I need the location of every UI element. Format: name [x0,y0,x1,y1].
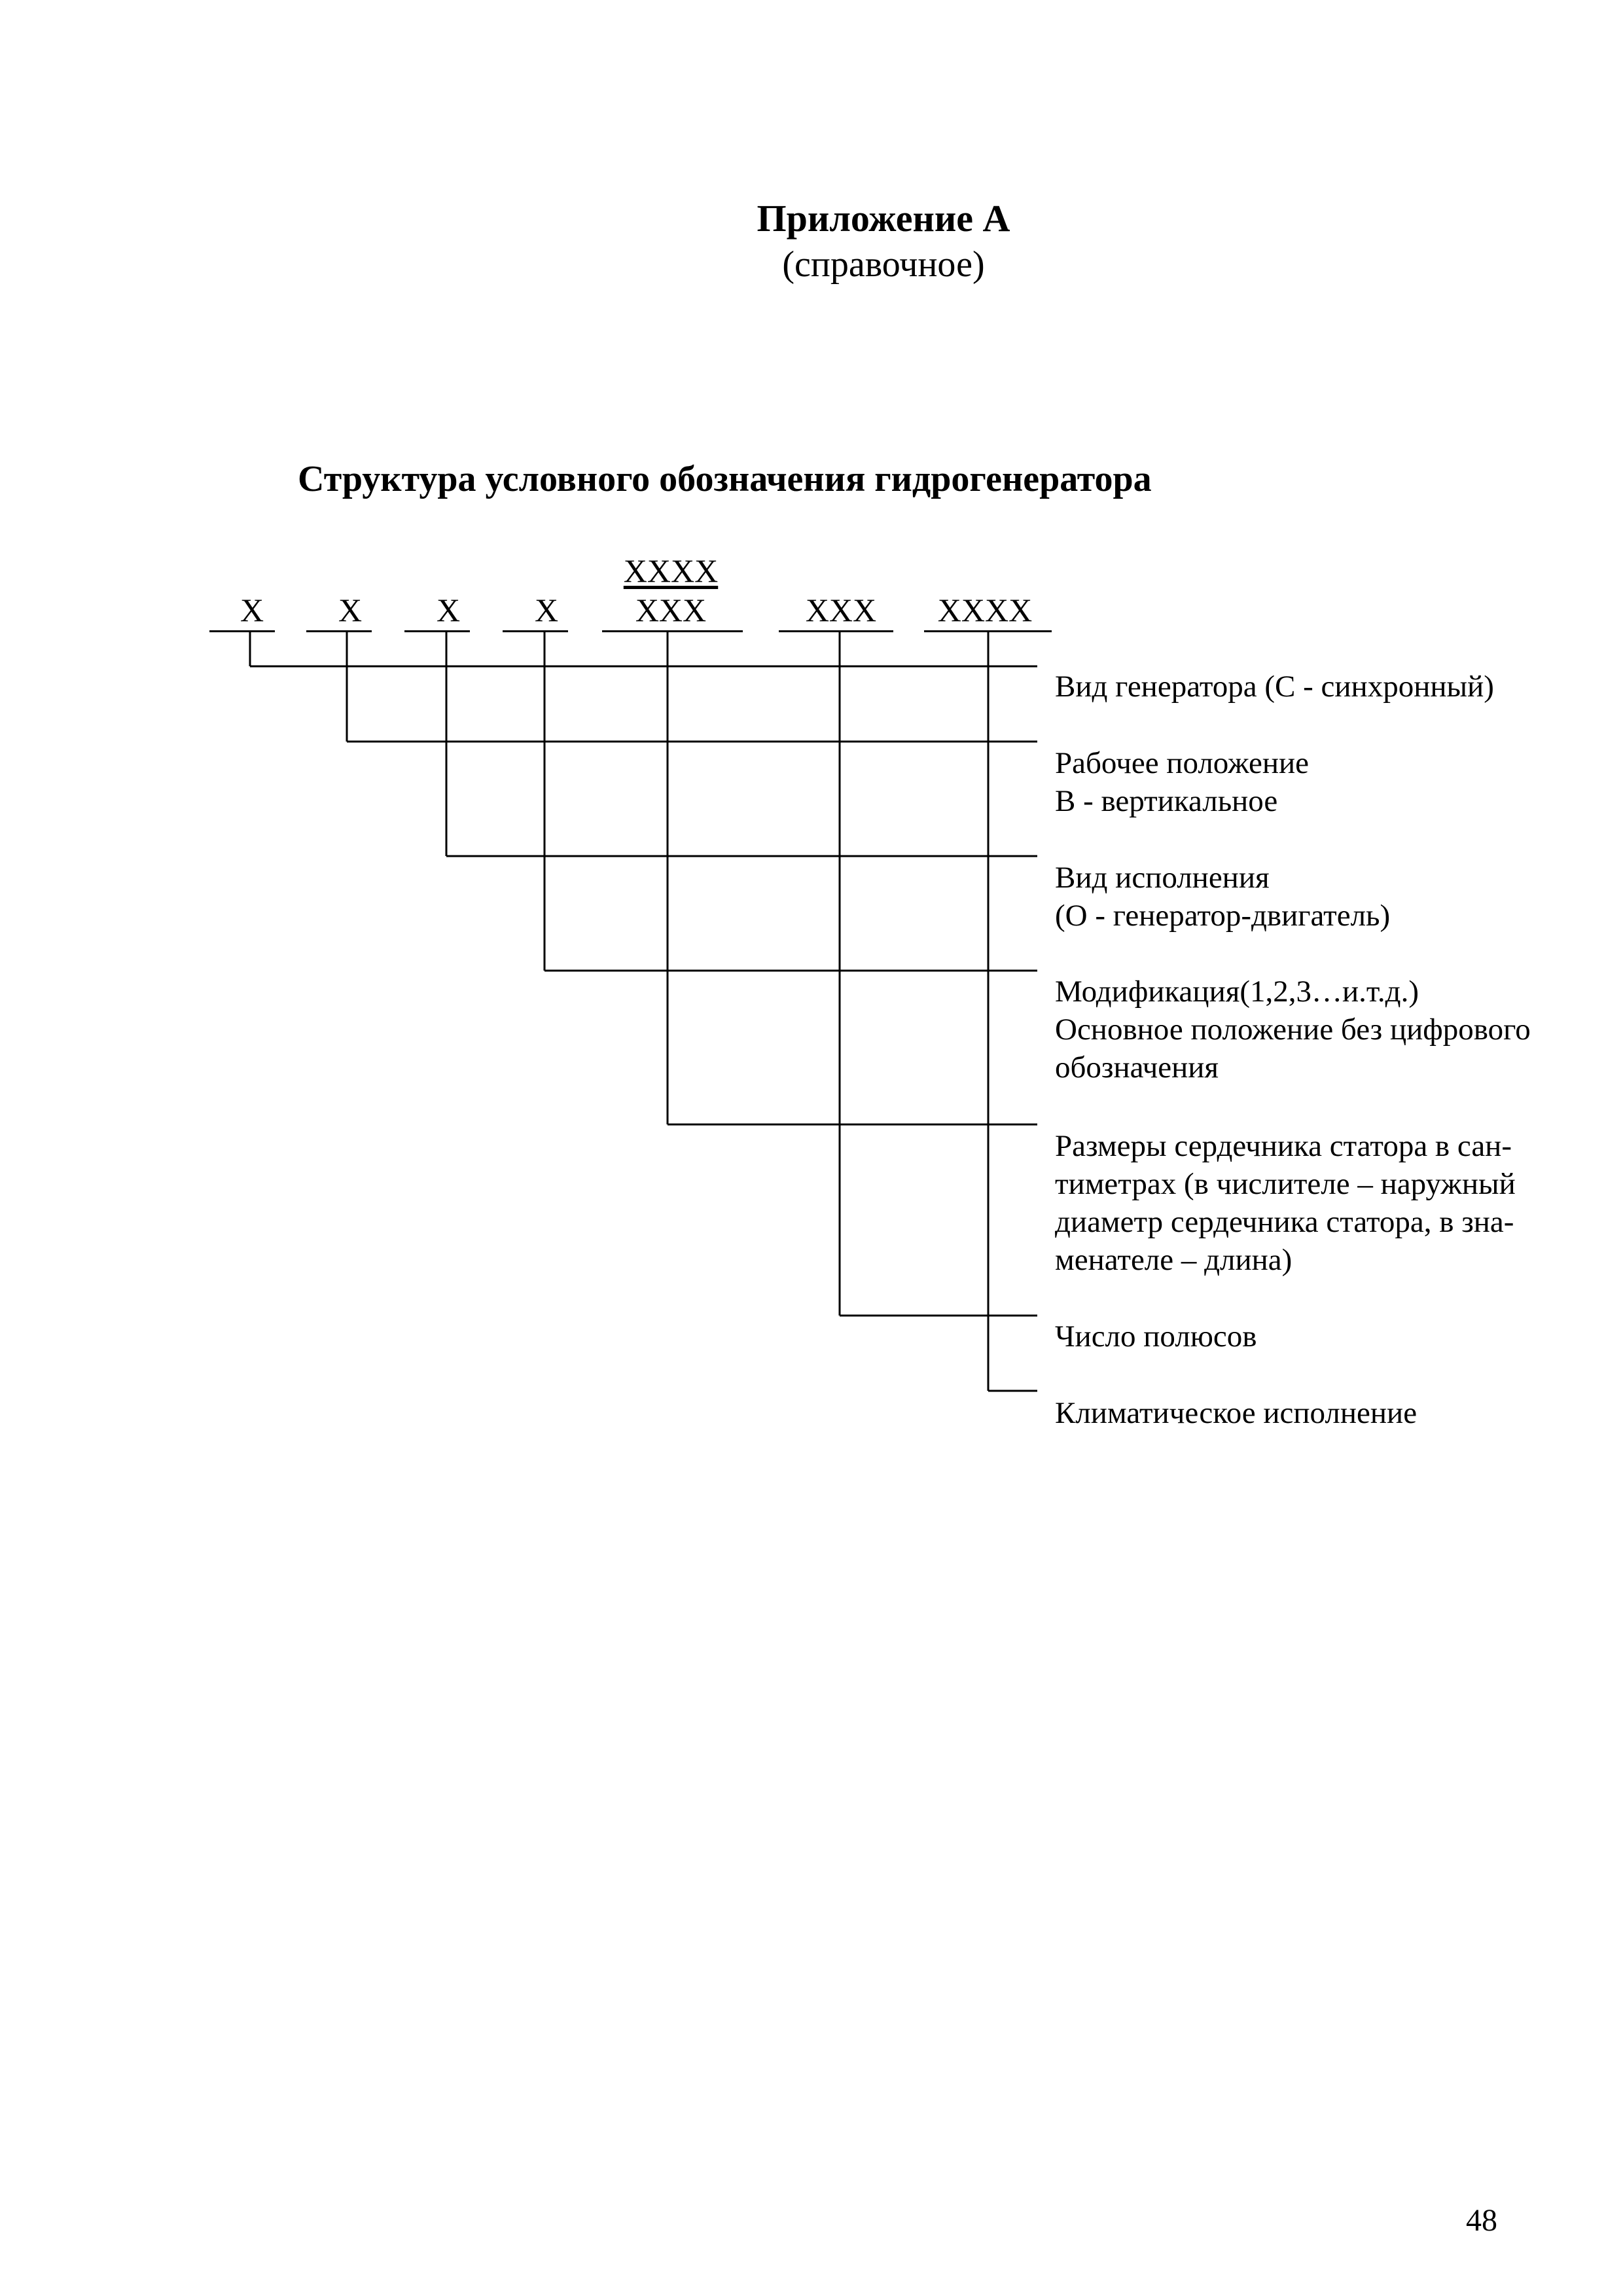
item-core-dimensions [1055,1127,1516,1279]
item-pole-count [1055,1318,1257,1355]
item-line: Модификация(1,2,3…и.т.д.) [1055,975,1419,1009]
code-position-climatic: ХХХХ [937,592,1033,628]
code-position-pole-count: ХХХ [805,592,877,628]
item-line: В - вертикальное [1055,784,1278,818]
item-line: Рабочее положение [1055,746,1310,780]
item-modification [1055,973,1531,1086]
code-position-execution-type: Х [436,592,461,628]
item-climatic [1055,1394,1417,1432]
item-generator-type [1055,668,1494,706]
diagram-title: Структура условного обозначения гидрогенератора [298,459,1152,499]
code-position-modification: Х [534,592,559,628]
item-line: Вид исполнения [1055,861,1270,895]
code-position-working-position: Х [338,592,363,628]
item-line: Вид генератора (С - синхронный) [1055,670,1494,704]
item-line: диаметр сердечника статора, в зна- [1055,1205,1514,1239]
page-number: 48 [1466,2203,1497,2238]
appendix-title: Приложение А [757,197,1010,240]
item-line: Число полюсов [1055,1319,1257,1354]
item-line: Основное положение без цифрового [1055,1013,1531,1047]
code-position-generator-type: Х [240,592,264,628]
item-working-position [1055,744,1309,820]
item-line: тиметрах (в числителе – наружный [1055,1167,1516,1201]
item-line: Размеры сердечника статора в сан- [1055,1129,1512,1163]
item-line: (О - генератор-двигатель) [1055,899,1391,933]
item-line: менателе – длина) [1055,1243,1293,1277]
code-position-core-dimensions: ХХХ [635,592,707,628]
item-execution-type [1055,859,1390,935]
appendix-subtitle: (справочное) [782,244,985,285]
code-numerator: ХХХХ [623,552,719,589]
item-line: обозначения [1055,1050,1219,1085]
item-line: Климатическое исполнение [1055,1396,1418,1430]
